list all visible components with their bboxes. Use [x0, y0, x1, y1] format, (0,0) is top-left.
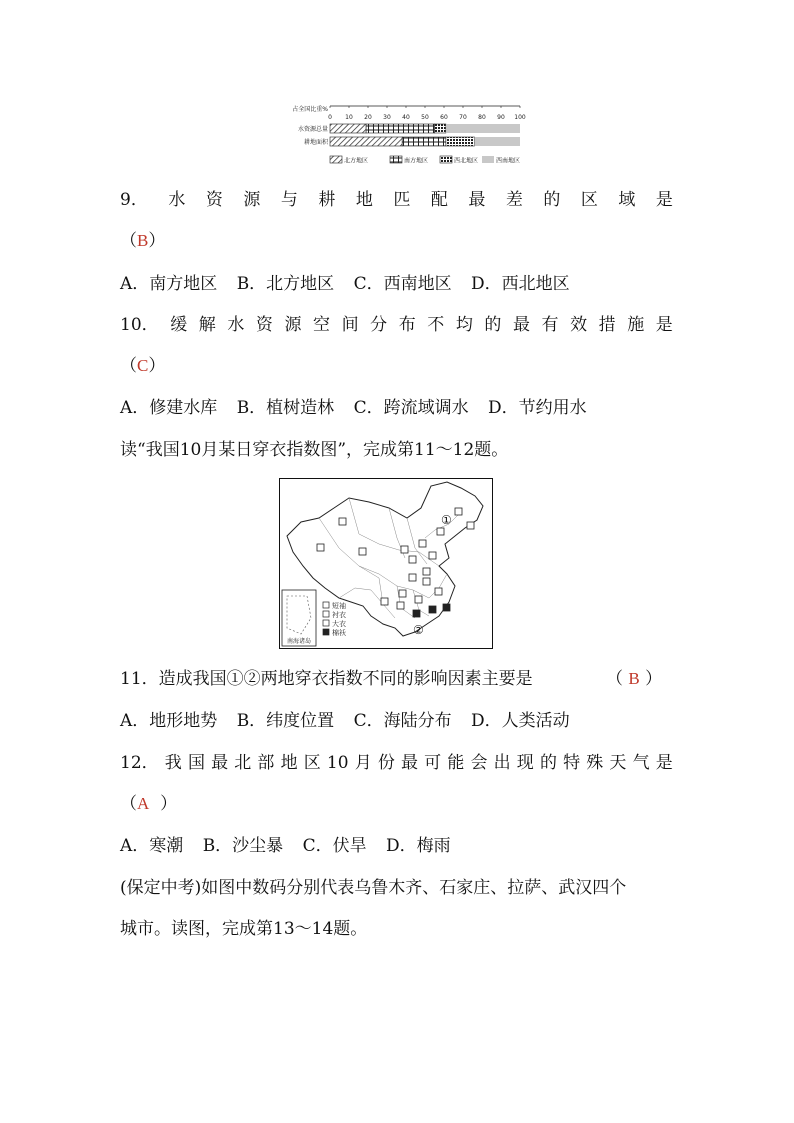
legend-label: 西南地区: [496, 157, 521, 165]
q10-option-b: B．植树造林: [236, 398, 335, 418]
q10-char: 最: [512, 315, 530, 335]
q10-options: [120, 396, 601, 420]
q10-char: 源: [284, 315, 302, 335]
q12-char: 部: [257, 753, 275, 773]
bar-segment: [474, 137, 520, 146]
q10-char: 均: [455, 315, 473, 335]
legend-swatch: [330, 156, 342, 163]
q9-char: 水: [168, 190, 186, 210]
q12-char: 10: [326, 753, 349, 773]
tick-label: 100: [514, 114, 526, 121]
clothing-marker: [429, 606, 436, 613]
legend-swatch-shirt: [323, 611, 329, 617]
q9-char: 配: [430, 190, 448, 210]
legend-swatch: [390, 156, 402, 163]
q10-char: 不: [427, 315, 445, 335]
tick-label: 30: [383, 114, 391, 121]
axis-ticks: [328, 106, 526, 121]
water-land-share-chart: [276, 100, 538, 172]
q12-char: 会: [470, 753, 488, 773]
q12-char: 最: [401, 753, 418, 773]
q10-option-d: D．节约用水: [488, 398, 587, 418]
q9-char: 源: [243, 190, 261, 210]
legend-swatch-coat: [323, 620, 329, 626]
q9-option-a: A．南方地区: [120, 274, 218, 294]
china-clothing-index-map: [279, 478, 493, 649]
q12-options: [120, 834, 465, 858]
tick-label: 0: [328, 114, 332, 121]
q12-char: 份: [377, 753, 395, 773]
q9-stem: [120, 188, 673, 212]
category-label: 耕地面积: [303, 139, 328, 146]
intro-q11-12: 读“我国10月某日穿衣指数图”，完成第11～12题。: [120, 440, 509, 460]
clothing-marker: [317, 544, 324, 551]
q12-number: 12．: [120, 753, 159, 773]
clothing-marker: [429, 552, 436, 559]
q12-answer-line: （A ）: [120, 794, 178, 814]
q9-answer-line: （B）: [120, 231, 166, 251]
chart-legend: [330, 156, 520, 165]
q10-stem: [120, 313, 673, 337]
q10-option-a: A．修建水库: [120, 398, 218, 418]
q9-option-b: B．北方地区: [236, 274, 335, 294]
legend-swatch: [440, 156, 452, 163]
q12-char: 气: [632, 753, 650, 773]
q12-char: 地: [280, 753, 298, 773]
q12-char: 出: [493, 753, 511, 773]
clothing-marker: [423, 568, 430, 575]
q12-char: 可: [424, 753, 442, 773]
bar-segment: [446, 124, 520, 133]
q10-char: 是: [655, 315, 673, 335]
legend-swatch-short-sleeve: [323, 602, 329, 608]
q9-char: 与: [280, 190, 298, 210]
q10-option-c: C．跨流域调水: [353, 398, 469, 418]
clothing-marker: [437, 528, 444, 535]
q9-char: 的: [543, 190, 561, 210]
bar-segment: [402, 137, 446, 146]
q11-option-c: C．海陆分布: [353, 711, 452, 731]
tick-label: 20: [364, 114, 372, 121]
q9-char: 地: [355, 190, 373, 210]
legend-label: 南方地区: [404, 157, 429, 165]
q10-char: 措: [598, 315, 616, 335]
q12-char: 区: [303, 753, 321, 773]
legend-short-sleeve: 短袖: [332, 602, 346, 610]
clothing-marker: [435, 588, 442, 595]
bar-rows: [298, 124, 520, 146]
q12-char: 的: [539, 753, 557, 773]
q10-char: 布: [398, 315, 416, 335]
clothing-marker: [399, 590, 406, 597]
q11-text: 11．造成我国①②两地穿衣指数不同的影响因素主要是: [120, 669, 533, 689]
q12-option-c: C．伏旱: [302, 836, 367, 856]
map-marker-2: ②: [413, 623, 424, 637]
clothing-marker: [409, 556, 416, 563]
clothing-marker: [413, 610, 420, 617]
q10-char: 分: [370, 315, 388, 335]
inset-label: 南海诸岛: [286, 638, 312, 645]
intro-q13-14-line2: 城市。读图，完成第13～14题。: [120, 919, 368, 939]
q9-char: 是: [655, 190, 673, 210]
q9-option-c: C．西南地区: [353, 274, 452, 294]
q12-char: 殊: [586, 753, 604, 773]
legend-padded-jacket: 棉袄: [332, 629, 346, 637]
clothing-marker: [397, 602, 404, 609]
q12-char: 能: [447, 753, 465, 773]
q11-answer: B: [628, 669, 640, 688]
bar-segment: [330, 124, 366, 133]
tick-label: 90: [497, 114, 505, 121]
q10-char: 的: [484, 315, 502, 335]
q9-option-d: D．西北地区: [471, 274, 570, 294]
tick-label: 10: [345, 114, 353, 121]
tick-label: 60: [440, 114, 448, 121]
tick-label: 40: [402, 114, 410, 121]
tick-label: 70: [459, 114, 467, 121]
q11-options: [120, 709, 584, 733]
clothing-marker: [443, 604, 450, 611]
clothing-marker: [467, 522, 474, 529]
q10-char: 空: [313, 315, 331, 335]
q9-answer: B: [137, 231, 149, 250]
tick-label: 50: [421, 114, 429, 121]
legend-coat: 大衣: [332, 620, 346, 628]
q12-option-a: A．寒潮: [120, 836, 184, 856]
q9-char: 资: [205, 190, 223, 210]
clothing-marker: [423, 578, 430, 585]
legend-label: 西北地区: [454, 157, 479, 165]
legend-swatch: [482, 156, 494, 163]
clothing-marker: [359, 548, 366, 555]
q10-char: 有: [541, 315, 559, 335]
legend-shirt: 衬衣: [332, 611, 346, 619]
q12-char: 现: [516, 753, 534, 773]
q10-char: 缓: [170, 315, 188, 335]
clothing-marker: [381, 598, 388, 605]
q12-char: 月: [354, 753, 372, 773]
q12-char: 国: [187, 753, 205, 773]
q9-char: 匹: [393, 190, 411, 210]
map-marker-1: ①: [441, 513, 452, 527]
clothing-marker: [409, 574, 416, 581]
bar-segment: [435, 124, 446, 133]
q11-option-a: A．地形地势: [120, 711, 218, 731]
q11-answer-paren: （ B ）: [606, 669, 663, 689]
category-label: 水资源总量: [297, 126, 328, 133]
q10-answer-line: （C）: [120, 356, 166, 376]
q12-char: 最: [211, 753, 229, 773]
q9-char: 差: [505, 190, 523, 210]
q12-char: 天: [609, 753, 627, 773]
q9-char: 耕: [318, 190, 336, 210]
q9-options: [120, 272, 584, 296]
q12-option-d: D．梅雨: [386, 836, 451, 856]
q12-answer: A: [137, 794, 150, 813]
q9-char: 最: [468, 190, 486, 210]
q10-char: 效: [570, 315, 588, 335]
q9-char: 域: [618, 190, 636, 210]
q9-number: 9．: [120, 190, 148, 210]
q12-stem: [120, 751, 673, 775]
legend-label: 北方地区: [344, 157, 369, 165]
bar-segment: [330, 137, 402, 146]
tick-label: 80: [478, 114, 486, 121]
clothing-marker: [401, 546, 408, 553]
q10-number: 10．: [120, 315, 159, 335]
q11-stem: [120, 667, 673, 691]
q10-char: 资: [255, 315, 273, 335]
q9-char: 区: [580, 190, 598, 210]
q12-char: 我: [164, 753, 182, 773]
q12-char: 是: [655, 753, 673, 773]
axis-title: 占全国比重%: [292, 106, 328, 113]
q11-option-d: D．人类活动: [471, 711, 570, 731]
q10-char: 间: [341, 315, 359, 335]
intro-q13-14-line1: (保定中考)如图中数码分别代表乌鲁木齐、石家庄、拉萨、武汉四个: [120, 878, 627, 898]
clothing-marker: [419, 540, 426, 547]
q10-char: 施: [627, 315, 645, 335]
legend-swatch-padded-jacket: [323, 629, 329, 635]
clothing-marker: [339, 518, 346, 525]
bar-segment: [446, 137, 475, 146]
bar-segment: [366, 124, 434, 133]
clothing-marker: [455, 508, 462, 515]
clothing-marker: [415, 596, 422, 603]
q12-char: 北: [234, 753, 252, 773]
q12-char: 特: [563, 753, 581, 773]
q10-answer: C: [137, 356, 149, 375]
q11-option-b: B．纬度位置: [236, 711, 335, 731]
q10-char: 解: [198, 315, 216, 335]
q12-option-b: B．沙尘暴: [202, 836, 284, 856]
q10-char: 水: [227, 315, 245, 335]
